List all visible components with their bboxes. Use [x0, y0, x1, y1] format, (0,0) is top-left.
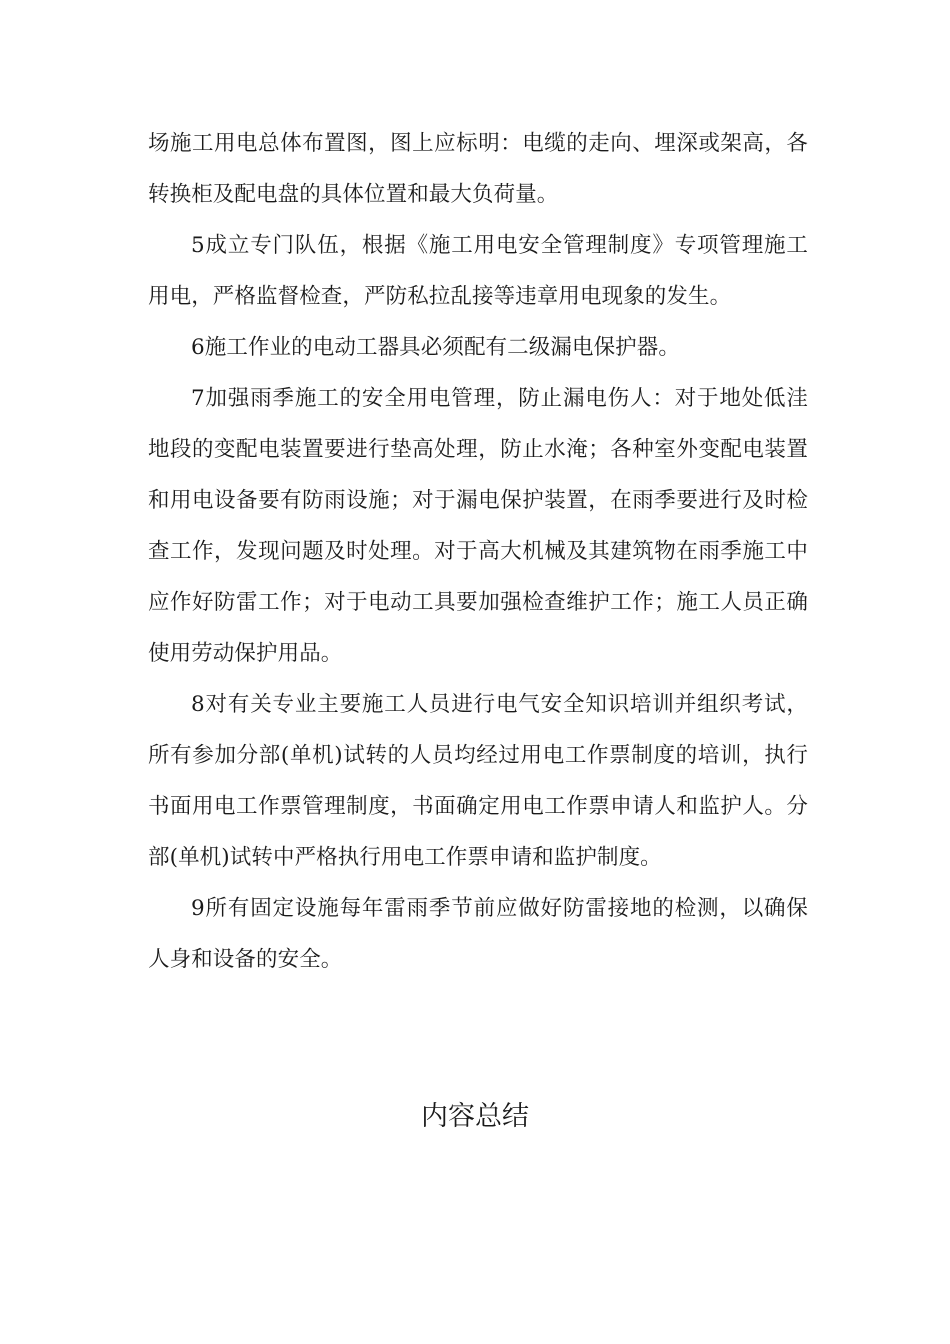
paragraph-item-9: 9所有固定设施每年雷雨季节前应做好防雷接地的检测，以确保人身和设备的安全。: [148, 896, 808, 972]
paragraph-continuation: 场施工用电总体布置图，图上应标明：电缆的走向、埋深或架高，各转换柜及配电盘的具体位置和最大负荷量。: [148, 131, 808, 207]
document-body: [148, 118, 808, 985]
paragraph-item-8: 8对有关专业主要施工人员进行电气安全知识培训并组织考试，所有参加分部(单机)试转的人员均经过用电工作票制度的培训，执行书面用电工作票管理制度，书面确定用电工作票申请人和监护人。分部(单机)试转中严格执行用电工作票申请和监护制度。: [148, 692, 808, 870]
paragraph-item-7: 7加强雨季施工的安全用电管理，防止漏电伤人：对于地处低洼地段的变配电装置要进行垫高处理，防止水淹；各种室外变配电装置和用电设备要有防雨设施；对于漏电保护装置，在雨季要进行及时检查工作，发现问题及时处理。对于高大机械及其建筑物在雨季施工中应作好防雷工作；对于电动工具要加强检查维护工作；施工人员正确使用劳动保护用品。: [148, 386, 808, 666]
paragraph-item-6: 6施工作业的电动工器具必须配有二级漏电保护器。: [191, 335, 680, 360]
summary-title: 内容总结: [421, 1101, 529, 1132]
paragraph-item-5: 5成立专门队伍，根据《施工用电安全管理制度》专项管理施工用电，严格监督检查，严防私拉乱接等违章用电现象的发生。: [148, 233, 808, 309]
